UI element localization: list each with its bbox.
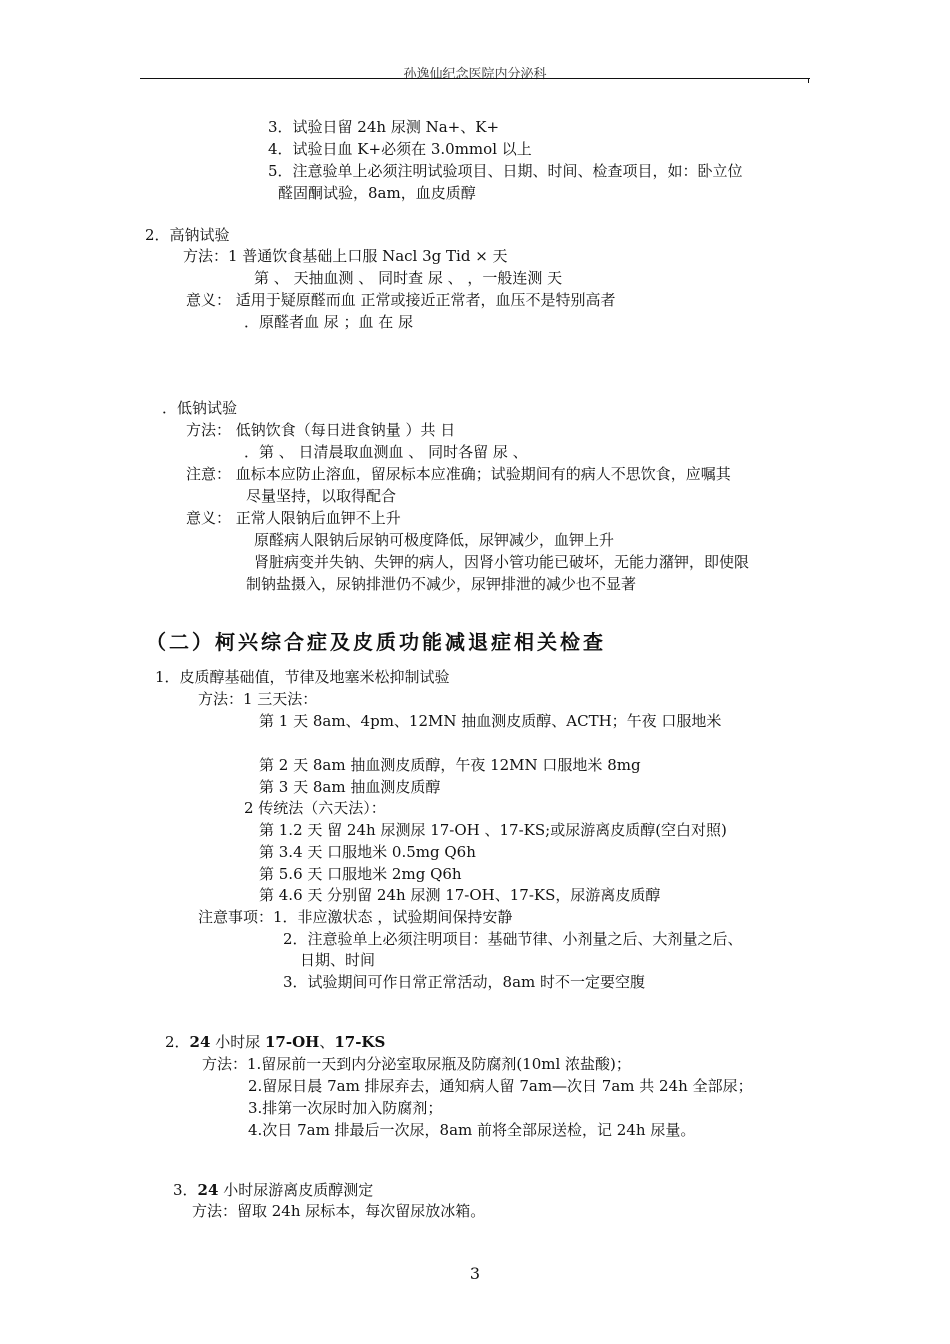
text-line: 日期、时间	[300, 951, 376, 969]
text-line: ．第 、 日清晨取血测血 、 同时各留 尿 、	[244, 443, 528, 461]
text-line: 5．注意验单上必须注明试验项目、日期、时间、检查项目，如：卧立位	[268, 162, 743, 180]
section-heading	[165, 1032, 385, 1052]
text-line: 第 1 天 8am、4pm、12MN 抽血测皮质醇、ACTH；午夜 口服地米	[259, 712, 722, 730]
text-line: 尽量坚持，以取得配合	[246, 487, 397, 505]
text-line: 第 1.2 天 留 24h 尿测尿 17-OH 、17-KS;或尿游离皮质醇(空白对照)	[259, 821, 727, 839]
section-heading: ．低钠试验	[162, 399, 238, 417]
text-line: 第 2 天 8am 抽血测皮质醇，午夜 12MN 口服地米 8mg	[259, 756, 641, 774]
text-line: 第 3 天 8am 抽血测皮质醇	[259, 778, 441, 796]
bold-text: 17-KS	[334, 1033, 386, 1051]
bold-text: 24	[189, 1033, 211, 1051]
text-line: 意义： 适用于疑原醛而血 正常或接近正常者，血压不是特别高者	[186, 291, 616, 309]
text-line: 2.留尿日晨 7am 排尿弃去，通知病人留 7am—次日 7am 共 24h 全部尿；	[248, 1077, 753, 1095]
header-rule	[140, 78, 810, 79]
separator: 、	[319, 1033, 335, 1051]
text-line: 注意事项：1．非应激状态 ，试验期间保持安静	[198, 908, 513, 926]
text-line: 方法：1 三天法：	[198, 690, 318, 708]
text-line: 原醛病人限钠后尿钠可极度降低，尿钾减少，血钾上升	[254, 531, 615, 549]
text-line: 第 4.6 天 分别留 24h 尿测 17-OH、17-KS，尿游离皮质醇	[259, 886, 661, 904]
section-heading: 2．高钠试验	[145, 226, 230, 244]
text-line: 方法：留取 24h 尿标本，每次留尿放冰箱。	[192, 1202, 486, 1220]
text-line: 方法：1.留尿前一天到内分泌室取尿瓶及防腐剂(10ml 浓盐酸)；	[202, 1055, 631, 1073]
header-rule-tick	[808, 78, 809, 83]
section-heading	[173, 1180, 373, 1200]
text-line: 3.排第一次尿时加入防腐剂；	[248, 1099, 443, 1117]
text-line: 意义： 正常人限钠后血钾不上升	[186, 509, 401, 527]
text-line: 第 3.4 天 口服地米 0.5mg Q6h	[259, 843, 476, 861]
text-line: 4．试验日血 K+必须在 3.0mmol 以上	[268, 140, 532, 158]
section-number: 3．	[173, 1181, 198, 1199]
heading-text: 小时尿游离皮质醇测定	[218, 1181, 374, 1199]
text-line: 2．注意验单上必须注明项目：基础节律、小剂量之后、大剂量之后、	[283, 930, 743, 948]
bold-text: 17-OH	[264, 1033, 320, 1051]
chapter-heading: （二）柯兴综合症及皮质功能减退症相关检查	[146, 630, 606, 654]
text-line: 方法：1 普通饮食基础上口服 Nacl 3g Tid × 天	[183, 247, 508, 265]
text-line: 2 传统法（六天法）：	[244, 799, 386, 817]
text-line: 4.次日 7am 排最后一次尿，8am 前将全部尿送检，记 24h 尿量。	[248, 1121, 696, 1139]
section-heading: 1．皮质醇基础值，节律及地塞米松抑制试验	[155, 668, 450, 686]
text-line: 制钠盐摄入，尿钠排泄仍不减少，尿钾排泄的减少也不显著	[246, 575, 637, 593]
text-line: 第 、 天抽血测 、 同时查 尿 、 ，一般连测 天	[254, 269, 563, 287]
page-number: 3	[469, 1264, 481, 1283]
text-line: 肾脏病变并失钠、失钾的病人，因肾小管功能已破坏，无能力潴钾，即使限	[254, 553, 750, 571]
text-line: 3．试验期间可作日常正常活动，8am 时不一定要空腹	[283, 973, 646, 991]
bold-text: 24	[197, 1181, 219, 1199]
heading-text: 小时尿	[210, 1033, 265, 1051]
text-line: ．原醛者血 尿 ；血 在 尿	[244, 313, 414, 331]
text-line: 方法： 低钠饮食（每日进食钠量 ）共 日	[186, 421, 456, 439]
text-line: 3．试验日留 24h 尿测 Na+、K+	[268, 118, 500, 136]
page-header: 孙逸仙纪念医院内分泌科	[403, 67, 547, 82]
section-number: 2．	[165, 1033, 190, 1051]
text-line: 注意： 血标本应防止溶血，留尿标本应准确；试验期间有的病人不思饮食，应嘱其	[186, 465, 731, 483]
text-line: 第 5.6 天 口服地米 2mg Q6h	[259, 865, 462, 883]
text-line: 醛固酮试验，8am，血皮质醇	[278, 184, 476, 202]
